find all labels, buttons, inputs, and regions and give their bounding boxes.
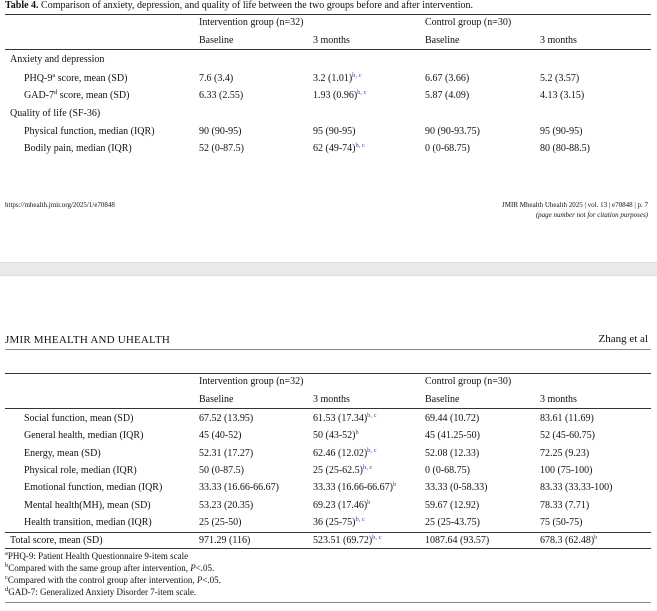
footnote-ref[interactable]: b, c bbox=[357, 89, 367, 96]
journal-header: JMIR MHEALTH AND UHEALTH bbox=[5, 334, 171, 346]
footnote-rule bbox=[5, 602, 651, 603]
sub-header: 3 months bbox=[540, 35, 577, 46]
table-cell: 100 (75-100) bbox=[540, 464, 593, 476]
table-cell: 83.33 (33.33-100) bbox=[540, 482, 613, 494]
table-cell: 6.33 (2.55) bbox=[199, 90, 244, 101]
table-cell: 50 $(43-52)^b$ bbox=[313, 429, 359, 442]
table-cell: 52.08 (12.33) bbox=[425, 447, 480, 459]
table-cell: 33.33 (0-58.33) bbox=[425, 482, 488, 494]
group-header-control: Control group (n=30) bbox=[425, 17, 512, 28]
table-cell: 1.93 $(0.96)^{b, c}$ bbox=[313, 89, 367, 101]
row-label: Energy, mean (SD) bbox=[24, 447, 101, 459]
table-cell: 61.53 $(17.34)^{b, c}$ bbox=[313, 412, 377, 424]
footnote-ref[interactable]: b bbox=[367, 498, 371, 506]
sub-header: Baseline bbox=[199, 394, 234, 405]
table-cell: 90 (90-95) bbox=[199, 126, 242, 137]
table-cell: 52.31 (17.27) bbox=[199, 447, 254, 459]
table-cell: 25 (25-43.75) bbox=[425, 516, 480, 528]
row-label: PHQ-9$^a$ score, mean (SD) bbox=[24, 72, 128, 84]
table-cell: 80 (80-88.5) bbox=[540, 143, 590, 154]
group-header-intervention: Intervention group (n=32) bbox=[199, 17, 304, 28]
table-cell: 33.33 $(16.66-66.67)^b$ bbox=[313, 481, 397, 494]
table-cell: 52 (45-60.75) bbox=[540, 430, 595, 442]
footnote-d: $^d$GAD-7: Generalized Anxiety Disorder 7-item scale. bbox=[5, 586, 197, 597]
section-title: Quality of life (SF-36) bbox=[10, 108, 101, 119]
table-cell: 52 (0-87.5) bbox=[199, 143, 244, 154]
row-label: Physical function, median (IQR) bbox=[24, 126, 155, 137]
table-caption-label: Table 4. bbox=[5, 0, 39, 11]
table-cell: 59.67 (12.92) bbox=[425, 499, 480, 511]
table-cell: 45 (40-52) bbox=[199, 430, 242, 442]
table-cell: 78.33 (7.71) bbox=[540, 499, 590, 511]
table-cell: 3.2 $(1.01)^{b, c}$ bbox=[313, 72, 362, 84]
page-bottom bbox=[0, 276, 657, 611]
row-label: Bodily pain, median (IQR) bbox=[24, 143, 132, 154]
table-cell: 90 (90-93.75) bbox=[425, 126, 480, 137]
page-top bbox=[0, 0, 657, 262]
footnote-ref[interactable]: b bbox=[393, 481, 397, 489]
table-cell: 62.46 $(12.02)^{b, c}$ bbox=[313, 446, 377, 459]
table-cell: 971.29 (116) bbox=[199, 535, 251, 546]
footnote-ref[interactable]: b, c bbox=[367, 446, 377, 454]
table-cell: 678.3 $(62.48)^b$ bbox=[540, 534, 598, 546]
table-cell: 33.33 (16.66-66.67) bbox=[199, 482, 279, 494]
footnote-ref[interactable]: b, c bbox=[363, 463, 373, 471]
table-cell: 36 $(25-75)^{b, c}$ bbox=[313, 515, 365, 528]
table-cell: 83.61 (11.69) bbox=[540, 413, 594, 424]
table-cell: 62 $(49-74)^{b, c}$ bbox=[313, 142, 365, 154]
table-cell: 53.23 (20.35) bbox=[199, 499, 254, 511]
table-cell: 0 (0-68.75) bbox=[425, 143, 470, 154]
article-url[interactable]: https://mhealth.jmir.org/2025/1/e70848 bbox=[5, 201, 115, 209]
row-label: Health transition, median (IQR) bbox=[24, 516, 152, 528]
author-header: Zhang et al bbox=[598, 333, 648, 345]
group-header-intervention: Intervention group (n=32) bbox=[199, 376, 304, 387]
sub-header: 3 months bbox=[540, 394, 577, 405]
table-cell: 5.87 (4.09) bbox=[425, 90, 470, 101]
footnote-a: $^a$PHQ-9: Patient Health Questionnaire 9-item scale bbox=[5, 550, 189, 561]
table-cell: 72.25 (9.23) bbox=[540, 447, 590, 459]
group-header-control: Control group (n=30) bbox=[425, 376, 512, 387]
row-label: Social function, mean (SD) bbox=[24, 413, 134, 424]
header-rule bbox=[5, 49, 651, 50]
table-cell: 4.13 (3.15) bbox=[540, 90, 585, 101]
sub-header: Baseline bbox=[425, 35, 460, 46]
page-citation: JMIR Mhealth Uhealth 2025 | vol. 13 | e70848 | p. 7 (page number not for citation purposes) bbox=[502, 201, 648, 219]
page-separator bbox=[0, 262, 657, 276]
table-cell: 69.23 $(17.46)^b$ bbox=[313, 498, 371, 511]
total-label: Total score, mean (SD) bbox=[10, 535, 103, 546]
header-rule bbox=[5, 408, 651, 409]
sub-header: 3 months bbox=[313, 394, 350, 405]
table-cell: 45 (41.25-50) bbox=[425, 430, 480, 442]
footnote-ref[interactable]: b, c bbox=[352, 72, 362, 79]
row-label: Emotional function, median (IQR) bbox=[24, 482, 163, 494]
sub-header: Baseline bbox=[425, 394, 460, 405]
table-cell: 0 (0-68.75) bbox=[425, 464, 470, 476]
footnote-c: $^c$Compared with the control group after intervention, P<.05. bbox=[5, 574, 221, 585]
footnote-b: $^b$Compared with the same group after intervention, P<.05. bbox=[5, 562, 215, 573]
row-label: Mental health(MH), mean (SD) bbox=[24, 499, 151, 511]
table-cell: 95 (90-95) bbox=[313, 126, 356, 137]
footnote-ref[interactable]: b, c bbox=[372, 534, 382, 541]
footnote-ref[interactable]: b, c bbox=[367, 412, 377, 419]
sub-header: Baseline bbox=[199, 35, 234, 46]
table-cell: 5.2 (3.57) bbox=[540, 73, 580, 84]
table-cell: 75 (50-75) bbox=[540, 516, 583, 528]
table-cell: 25 (25-50) bbox=[199, 516, 242, 528]
table-cell: 25 $(25-62.5)^{b, c}$ bbox=[313, 463, 373, 476]
table-cell: 6.67 (3.66) bbox=[425, 73, 470, 84]
table-cell: 523.51 $(69.72)^{b, c}$ bbox=[313, 534, 382, 546]
footnote-ref[interactable]: b, c bbox=[355, 142, 365, 149]
table-cell: 67.52 (13.95) bbox=[199, 413, 254, 424]
footnote-ref[interactable]: b bbox=[594, 534, 598, 541]
section-title: Anxiety and depression bbox=[10, 54, 105, 65]
table-cell: 50 (0-87.5) bbox=[199, 464, 244, 476]
sub-header: 3 months bbox=[313, 35, 350, 46]
total-rule bbox=[5, 532, 651, 533]
table-cell: 69.44 (10.72) bbox=[425, 413, 480, 424]
table-top-rule bbox=[5, 14, 651, 15]
table-caption-text: Comparison of anxiety, depression, and quality of life between the two groups before and after intervention. bbox=[38, 0, 474, 11]
footnote-ref[interactable]: b, c bbox=[355, 515, 365, 523]
row-label: General health, median (IQR) bbox=[24, 430, 144, 442]
table-cell: 7.6 (3.4) bbox=[199, 73, 234, 84]
table-top-rule bbox=[5, 373, 651, 374]
table-cell: 95 (90-95) bbox=[540, 126, 583, 137]
table-bottom-rule bbox=[5, 548, 651, 549]
table-cell: 1087.64 (93.57) bbox=[425, 535, 490, 546]
footnote-ref[interactable]: b bbox=[355, 429, 359, 437]
row-label: Physical role, median (IQR) bbox=[24, 464, 137, 476]
row-label: GAD-7$^d$ score, mean (SD) bbox=[24, 89, 130, 101]
header-divider bbox=[5, 349, 651, 350]
table-caption bbox=[5, 0, 473, 11]
